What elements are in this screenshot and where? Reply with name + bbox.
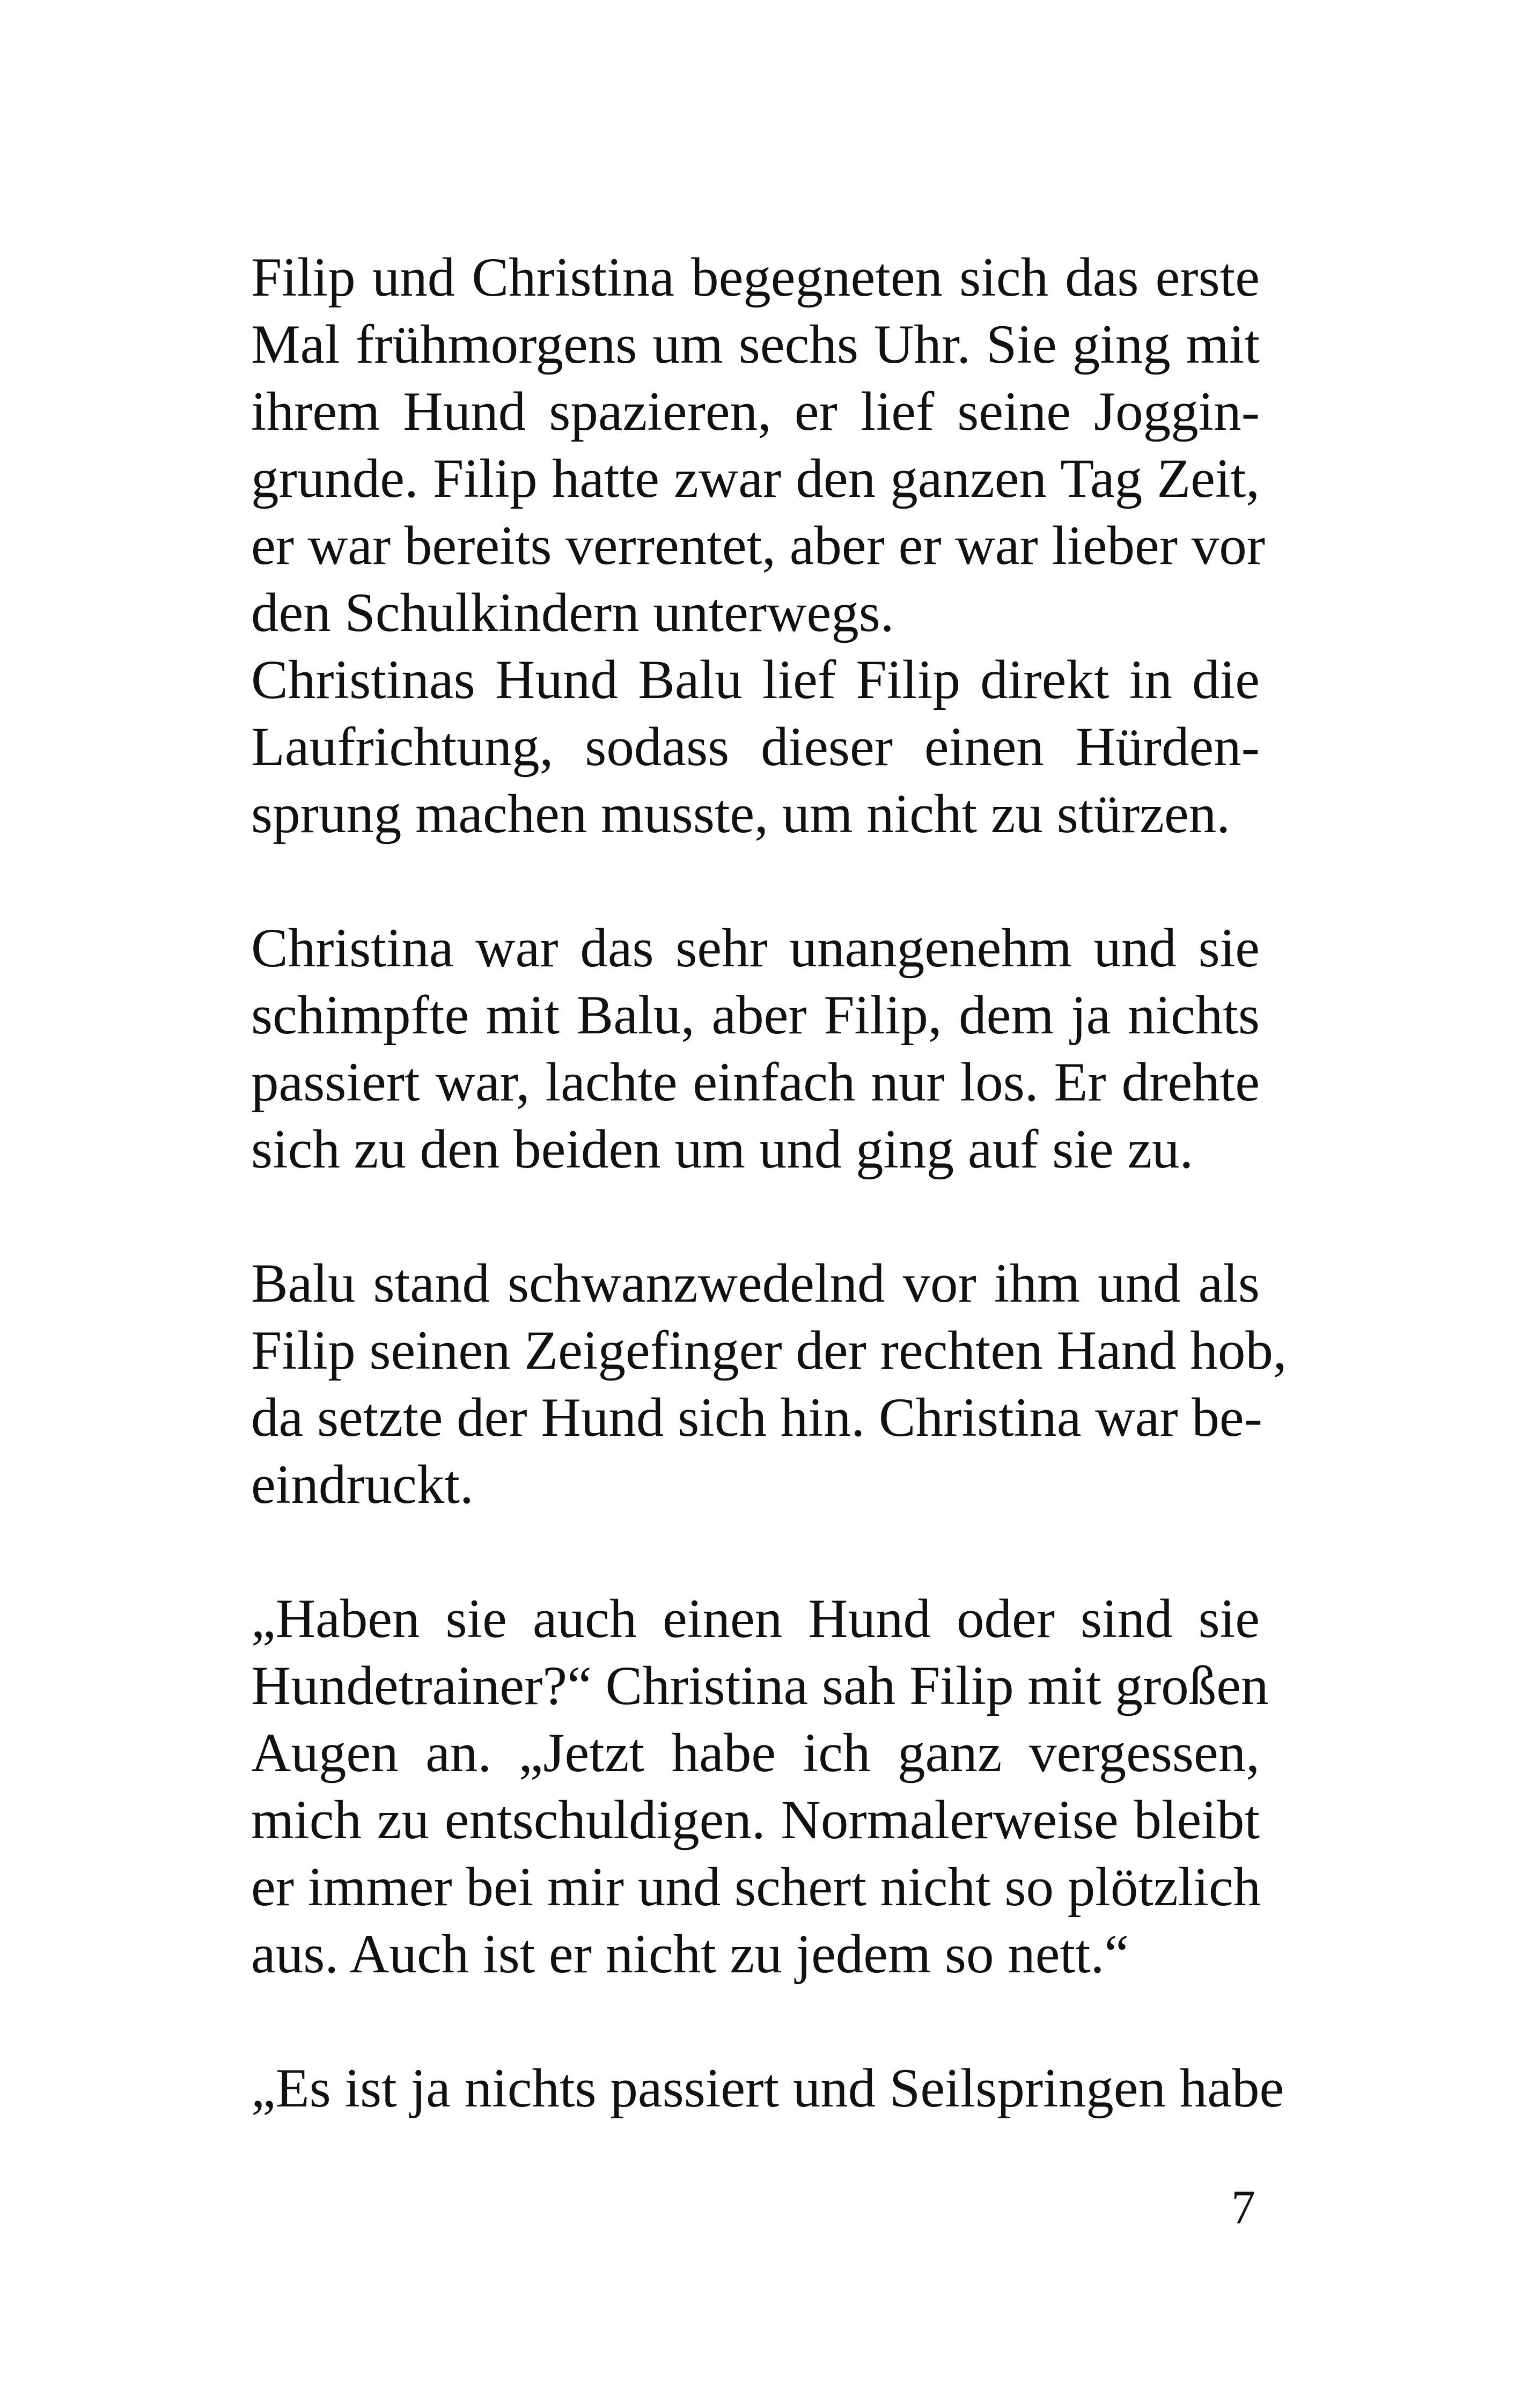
text-line: den Schulkindern unterwegs. — [251, 582, 894, 643]
paragraph-gap — [251, 848, 1260, 915]
text-line: da setzte der Hund sich hin. Christina war be- — [251, 1387, 1262, 1448]
paragraph-gap — [251, 1518, 1260, 1585]
text-line: sprung machen musste, um nicht zu stürzen. — [251, 783, 1230, 845]
text-line: Filip und Christina begegneten sich das erste — [251, 247, 1260, 308]
text-line: „Haben sie auch einen Hund oder sind sie — [251, 1588, 1260, 1649]
text-line: ihrem Hund spazieren, er lief seine Joggin- — [251, 381, 1260, 442]
text-line: Laufrichtung, sodass dieser einen Hürden- — [251, 716, 1260, 777]
text-line: sich zu den beiden um und ging auf sie zu. — [251, 1119, 1194, 1180]
text-line: Augen an. „Jetzt habe ich ganz vergessen, — [251, 1722, 1260, 1783]
text-line: aus. Auch ist er nicht zu jedem so nett.“ — [251, 1924, 1129, 1985]
text-line: Christina war das sehr unangenehm und sie — [251, 917, 1260, 979]
text-line: Christinas Hund Balu lief Filip direkt in die — [251, 649, 1260, 710]
text-line: Hundetrainer?“ Christina sah Filip mit großen — [251, 1655, 1269, 1716]
text-line: grunde. Filip hatte zwar den ganzen Tag Zeit, — [251, 448, 1260, 509]
page-number: 7 — [1231, 2181, 1255, 2234]
text-line: er war bereits verrentet, aber er war lieber vor — [251, 515, 1266, 576]
text-line: passiert war, lachte einfach nur los. Er drehte — [251, 1052, 1260, 1113]
body-text — [251, 244, 1287, 2122]
paragraph-gap — [251, 1988, 1260, 2055]
text-line: Filip seinen Zeigefinger der rechten Hand hob, — [251, 1320, 1287, 1381]
text-line: Mal frühmorgens um sechs Uhr. Sie ging mit — [251, 314, 1260, 375]
text-line: er immer bei mir und schert nicht so plötzlich — [251, 1856, 1261, 1918]
text-line: eindruckt. — [251, 1454, 474, 1515]
text-line: mich zu entschuldigen. Normalerweise bleibt — [251, 1789, 1260, 1851]
paragraph-gap — [251, 1183, 1260, 1250]
text-line: Balu stand schwanzwedelnd vor ihm und als — [251, 1253, 1260, 1314]
text-line: „Es ist ja nichts passiert und Seilspringen habe — [251, 2058, 1284, 2119]
text-line: schimpfte mit Balu, aber Filip, dem ja nichts — [251, 985, 1260, 1046]
